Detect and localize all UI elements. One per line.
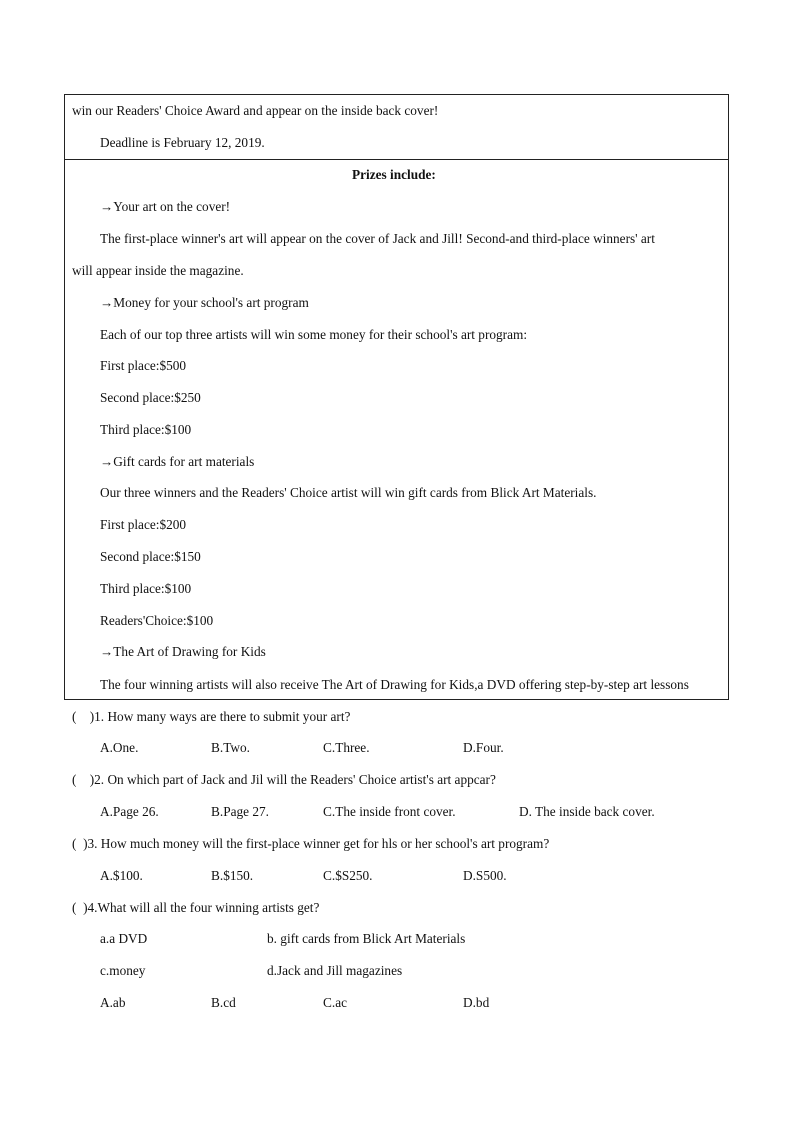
question-4-choice-a: a.a DVD [100, 931, 148, 946]
money-second: Second place:$250 [100, 390, 201, 405]
question-4-option-d[interactable]: D.bd [463, 995, 490, 1010]
question-1-option-d[interactable]: D.Four. [463, 740, 504, 755]
question-2-option-a[interactable]: A.Page 26. [100, 804, 159, 819]
deadline-line: Deadline is February 12, 2019. [100, 135, 265, 150]
question-3-option-d[interactable]: D.S500. [463, 868, 507, 883]
question-4-stem: ( )4.What will all the four winning artists get? [72, 900, 320, 915]
question-4-choice-b: b. gift cards from Blick Art Materials [267, 931, 466, 946]
question-1-stem: ( )1. How many ways are there to submit your art? [72, 709, 351, 724]
prizes-heading: Prizes include: [352, 167, 436, 182]
question-2-option-d[interactable]: D. The inside back cover. [519, 804, 655, 819]
question-1-option-c[interactable]: C.Three. [323, 740, 370, 755]
gift-heading: →Gift cards for art materials [100, 454, 255, 469]
money-third: Third place:$100 [100, 422, 192, 437]
question-3-option-b[interactable]: B.$150. [211, 868, 254, 883]
question-4-choice-d: d.Jack and Jill magazines [267, 963, 403, 978]
intro-line: win our Readers' Choice Award and appear on the inside back cover! [72, 103, 439, 118]
question-3-option-a[interactable]: A.$100. [100, 868, 143, 883]
question-4-option-c[interactable]: C.ac [323, 995, 347, 1010]
cover-text-1: The first-place winner's art will appear on the cover of Jack and Jill! Second-and third-place winners' art [100, 231, 655, 246]
gift-text: Our three winners and the Readers' Choice artist will win gift cards from Blick Art Materials. [100, 485, 597, 500]
money-text: Each of our top three artists will win some money for their school's art program: [100, 327, 528, 342]
question-4-option-b[interactable]: B.cd [211, 995, 236, 1010]
dvd-text: The four winning artists will also receive The Art of Drawing for Kids,a DVD offering step-by-step art lessons [100, 677, 689, 692]
gift-first: First place:$200 [100, 517, 187, 532]
cover-heading: →Your art on the cover! [100, 199, 231, 214]
question-3-option-c[interactable]: C.$S250. [323, 868, 373, 883]
question-2-stem: ( )2. On which part of Jack and Jil will the Readers' Choice artist's art appcar? [72, 772, 496, 787]
cover-text-2: will appear inside the magazine. [72, 263, 244, 278]
gift-readers: Readers'Choice:$100 [100, 613, 214, 628]
gift-third: Third place:$100 [100, 581, 192, 596]
money-first: First place:$500 [100, 358, 187, 373]
question-3-stem: ( )3. How much money will the first-place winner get for hls or her school's art program? [72, 836, 550, 851]
question-2-option-c[interactable]: C.The inside front cover. [323, 804, 456, 819]
money-heading: →Money for your school's art program [100, 295, 309, 310]
question-2-option-b[interactable]: B.Page 27. [211, 804, 269, 819]
question-4-choice-c: c.money [100, 963, 146, 978]
dvd-heading: →The Art of Drawing for Kids [100, 644, 266, 659]
gift-second: Second place:$150 [100, 549, 201, 564]
question-1-option-b[interactable]: B.Two. [211, 740, 250, 755]
question-1-option-a[interactable]: A.One. [100, 740, 139, 755]
question-4-option-a[interactable]: A.ab [100, 995, 126, 1010]
